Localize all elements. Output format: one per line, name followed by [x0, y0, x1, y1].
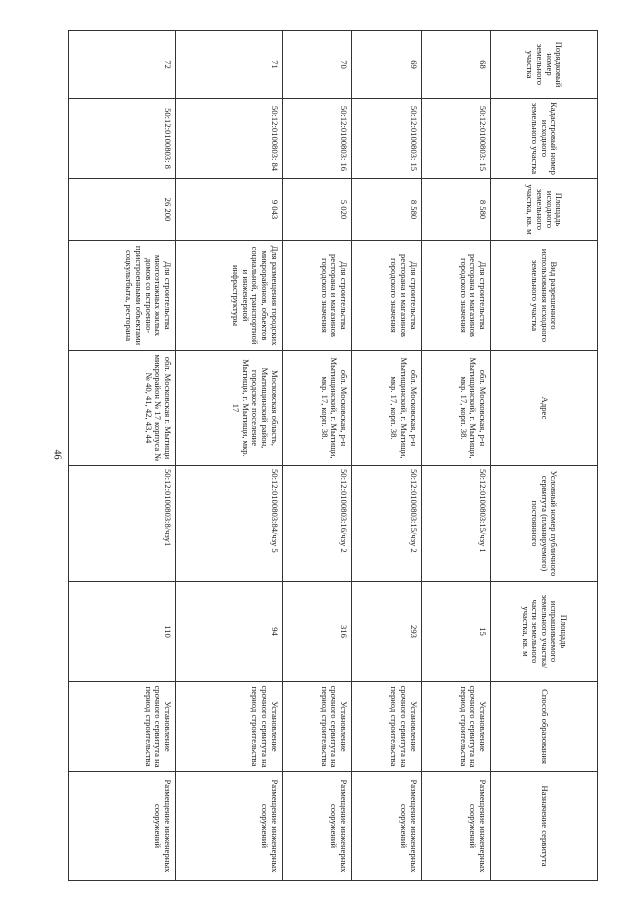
header-cell: Кадастровый номер исходного земельного участка [491, 99, 598, 179]
table-cell: 9 043 [175, 179, 282, 241]
header-cell: Способ образования [491, 682, 598, 772]
table-cell: Для строительства ресторана и магазинов городского значения [352, 241, 421, 351]
table-cell: 68 [421, 31, 490, 99]
header-cell: Площадь исходного земельного участка, кв. м [491, 179, 598, 241]
table-cell: 50:12:0100803: 84 [175, 99, 282, 179]
table-cell: 50:12:0100803:8/чзу1 [69, 466, 176, 582]
table-cell: 5 020 [282, 179, 351, 241]
header-cell: Условный номер публичного сервитута (планируемого) постоянного [491, 466, 598, 582]
table-cell: обл. Московская г. Мытищи микрорайон № 17 корпуса №№ 40, 41, 42, 43, 44 [69, 351, 176, 466]
table-cell: 8 580 [421, 179, 490, 241]
table-cell: 8 580 [352, 179, 421, 241]
rotated-table-container [68, 30, 598, 880]
table-cell: 316 [282, 582, 351, 682]
table-cell: 50:12:0100803:15/чзу 2 [352, 466, 421, 582]
table-header-row [491, 31, 598, 881]
table-row [69, 31, 176, 881]
table-cell: 110 [69, 582, 176, 682]
servitude-table [68, 30, 598, 881]
table-cell: 293 [352, 582, 421, 682]
header-cell: Площадь испрашиваемого земельного участка/части земельного участка, кв. м [491, 582, 598, 682]
table-cell: 70 [282, 31, 351, 99]
header-cell: Назначение сервитута [491, 772, 598, 881]
table-cell: Для строительства ресторана и магазинов городского значения [282, 241, 351, 351]
table-cell: 94 [175, 582, 282, 682]
table-cell: обл. Московская, р-н Мытищинский, г. Мытищи, мкр. 17, корп. 38. [282, 351, 351, 466]
table-cell: Размещение инженерных сооружений [69, 772, 176, 881]
table-cell: Для размещения городских микрорайонов, объектов социальной, транспортной и инженерной инфраструктуры [175, 241, 282, 351]
table-cell: Для строительства многоэтажных жилых домов со встроенно-пристроенными объектами соцкультбыта, ресторана [69, 241, 176, 351]
table-cell: 71 [175, 31, 282, 99]
table-cell: 50:12:0100803:16/чзу 2 [282, 466, 351, 582]
table-cell: Установление срочного сервитута на период строительства [421, 682, 490, 772]
table-row [352, 31, 421, 881]
table-row [175, 31, 282, 881]
table-cell: 50:12:0100803:84/чзу 5 [175, 466, 282, 582]
table-cell: 69 [352, 31, 421, 99]
table-cell: Размещение инженерных сооружений [352, 772, 421, 881]
header-cell: Порядковый номер земельного участка [491, 31, 598, 99]
table-cell: Установление срочного сервитута на период строительства [282, 682, 351, 772]
table-row [282, 31, 351, 881]
table-cell: 50:12:0100803: 15 [352, 99, 421, 179]
table-cell: 72 [69, 31, 176, 99]
table-cell: 15 [421, 582, 490, 682]
table-cell: Размещение инженерных сооружений [282, 772, 351, 881]
table-row [421, 31, 490, 881]
table-cell: Для строительства ресторана и магазинов городского значения [421, 241, 490, 351]
table-cell: 50:12:0100803: 15 [421, 99, 490, 179]
table-cell: обл. Московская, р-н Мытищинский, г. Мытищи, мкр. 17, корп. 38. [421, 351, 490, 466]
table-cell: Установление срочного сервитута на период строительства [352, 682, 421, 772]
table-cell: Установление срочного сервитута на период строительства [175, 682, 282, 772]
table-cell: Установление срочного сервитута на период строительства [69, 682, 176, 772]
table-cell: Московская область, Мытищинский район, городское поселение Мытищи, г. Мытищи, мкр. 17 [175, 351, 282, 466]
table-cell: 50:12:0100803: 16 [282, 99, 351, 179]
page-number: 46 [51, 449, 63, 460]
header-cell: Адрес [491, 351, 598, 466]
table-cell: 50:12:0100803:15/чзу 1 [421, 466, 490, 582]
table-cell: Размещение инженерных сооружений [421, 772, 490, 881]
table-cell: Размещение инженерных сооружений [175, 772, 282, 881]
header-cell: Вид разрешенного использования исходного земельного участка [491, 241, 598, 351]
table-cell: обл. Московская, р-н Мытищинский, г. Мытищи, мкр. 17, корп. 38. [352, 351, 421, 466]
table-cell: 50:12:0100803: 8 [69, 99, 176, 179]
table-cell: 26 200 [69, 179, 176, 241]
